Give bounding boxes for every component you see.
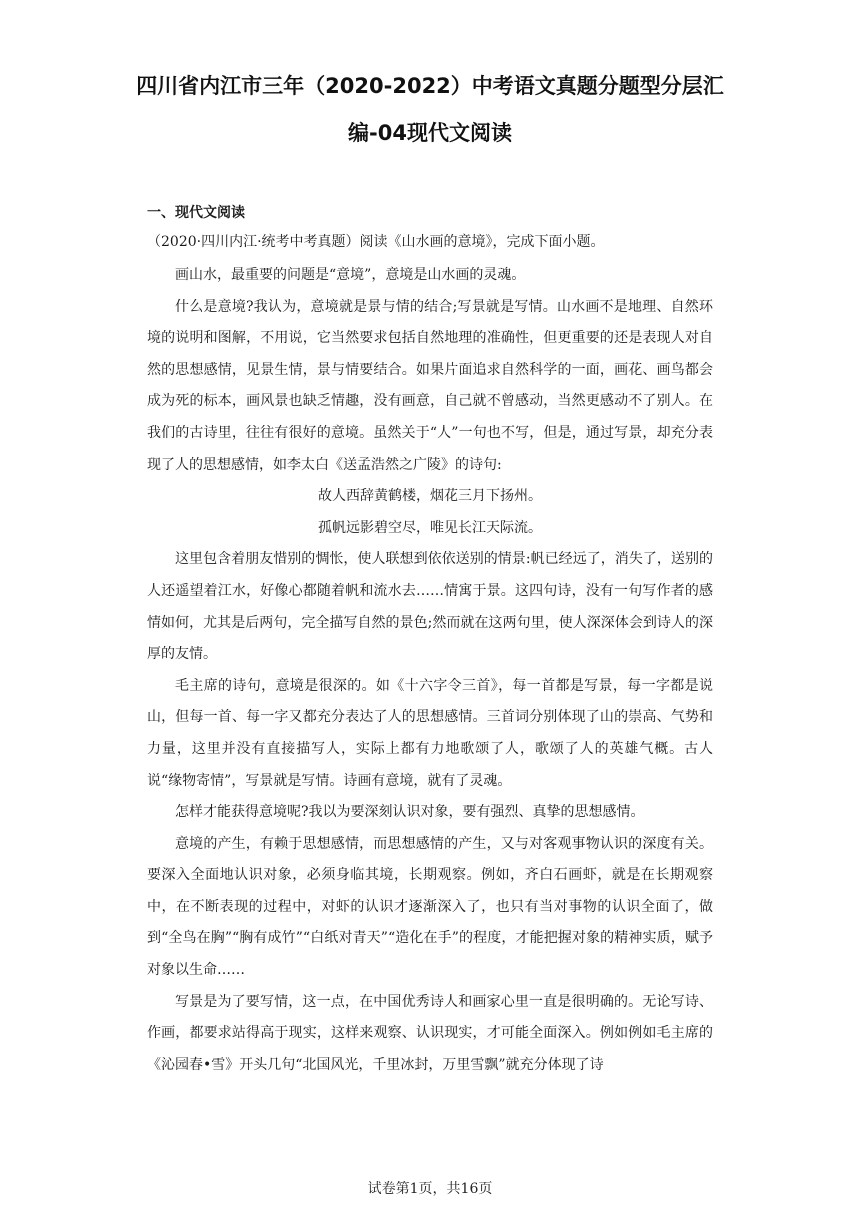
paragraph-5: 怎样才能获得意境呢?我以为要深刻认识对象，要有强烈、真挚的思想感情。	[175, 804, 645, 821]
section-heading: 一、现代文阅读	[147, 205, 245, 221]
paragraph-4: 毛主席的诗句，意境是很深的。如《十六字令三首》，每一首都是写景，每一字都是说山，但每一首、每一字又都充分表达了人的思想感情。三首词分别体现了山的崇高、气势和力量，这里并没有直接描写人，实际上都有力地歌颂了人，歌颂了人的英雄气概。古人说“缘物寄情”，写景就是写情。诗画有意境，就有了灵魂。	[147, 677, 713, 789]
document-title-line-2: 编-04现代文阅读	[348, 121, 512, 145]
document-title-line-1: 四川省内江市三年（2020-2022）中考语文真题分题型分层汇	[136, 74, 724, 98]
paragraph-6: 意境的产生，有赖于思想感情，而思想感情的产生，又与对客观事物认识的深度有关。要深入全面地认识对象，必须身临其境，长期观察。例如，齐白石画虾，就是在长期观察中，在不断表现的过程中，对虾的认识才逐渐深入了，也只有当对事物的认识全面了，做到“全鸟在胸”“胸有成竹”“白纸对青天”“造化在手”的程度，才能把握对象的精神实质，赋予对象以生命……	[147, 835, 713, 979]
poem-line-2: 孤帆远影碧空尽，唯见长江天际流。	[318, 519, 542, 536]
paragraph-1: 画山水，最重要的问题是“意境”，意境是山水画的灵魂。	[175, 267, 526, 283]
poem-line-1: 故人西辞黄鹤楼，烟花三月下扬州。	[318, 488, 542, 505]
paragraph-2: 什么是意境?我认为，意境就是景与情的结合;写景就是写情。山水画不是地理、自然环境的说明和图解，不用说，它当然要求包括自然地理的准确性，但更重要的还是表现人对自然的思想感情，见景生情，景与情要结合。如果片面追求自然科学的一面，画花、画鸟都会成为死的标本，画风景也缺乏情趣，没有画意，自己就不曾感动，当然更感动不了别人。在我们的古诗里，往往有很好的意境。虽然关于“人”一句也不写，但是，通过写景，却充分表现了人的思想感情，如李太白《送孟浩然之广陵》的诗句:	[147, 298, 713, 473]
page-footer: 试卷第1页，共16页	[367, 1181, 493, 1197]
paragraph-3: 这里包含着朋友惜别的惆怅，使人联想到依依送别的情景:帆已经远了，消失了，送别的人还遥望着江水，好像心都随着帆和流水去……情寓于景。这四句诗，没有一句写作者的感情如何，尤其是后两句，完全描写自然的景色;然而就在这两句里，使人深深体会到诗人的深厚的友情。	[147, 551, 713, 663]
paragraph-7: 写景是为了要写情，这一点，在中国优秀诗人和画家心里一直是很明确的。无论写诗、作画，都要求站得高于现实，这样来观察、认识现实，才可能全面深入。例如例如毛主席的《沁园春•雪》开头几句“北国风光，千里冰封，万里雪飘”就充分体现了诗	[147, 993, 713, 1073]
article-body	[147, 260, 713, 1081]
question-source-line: （2020·四川内江·统考中考真题）阅读《山水画的意境》，完成下面小题。	[147, 234, 605, 250]
